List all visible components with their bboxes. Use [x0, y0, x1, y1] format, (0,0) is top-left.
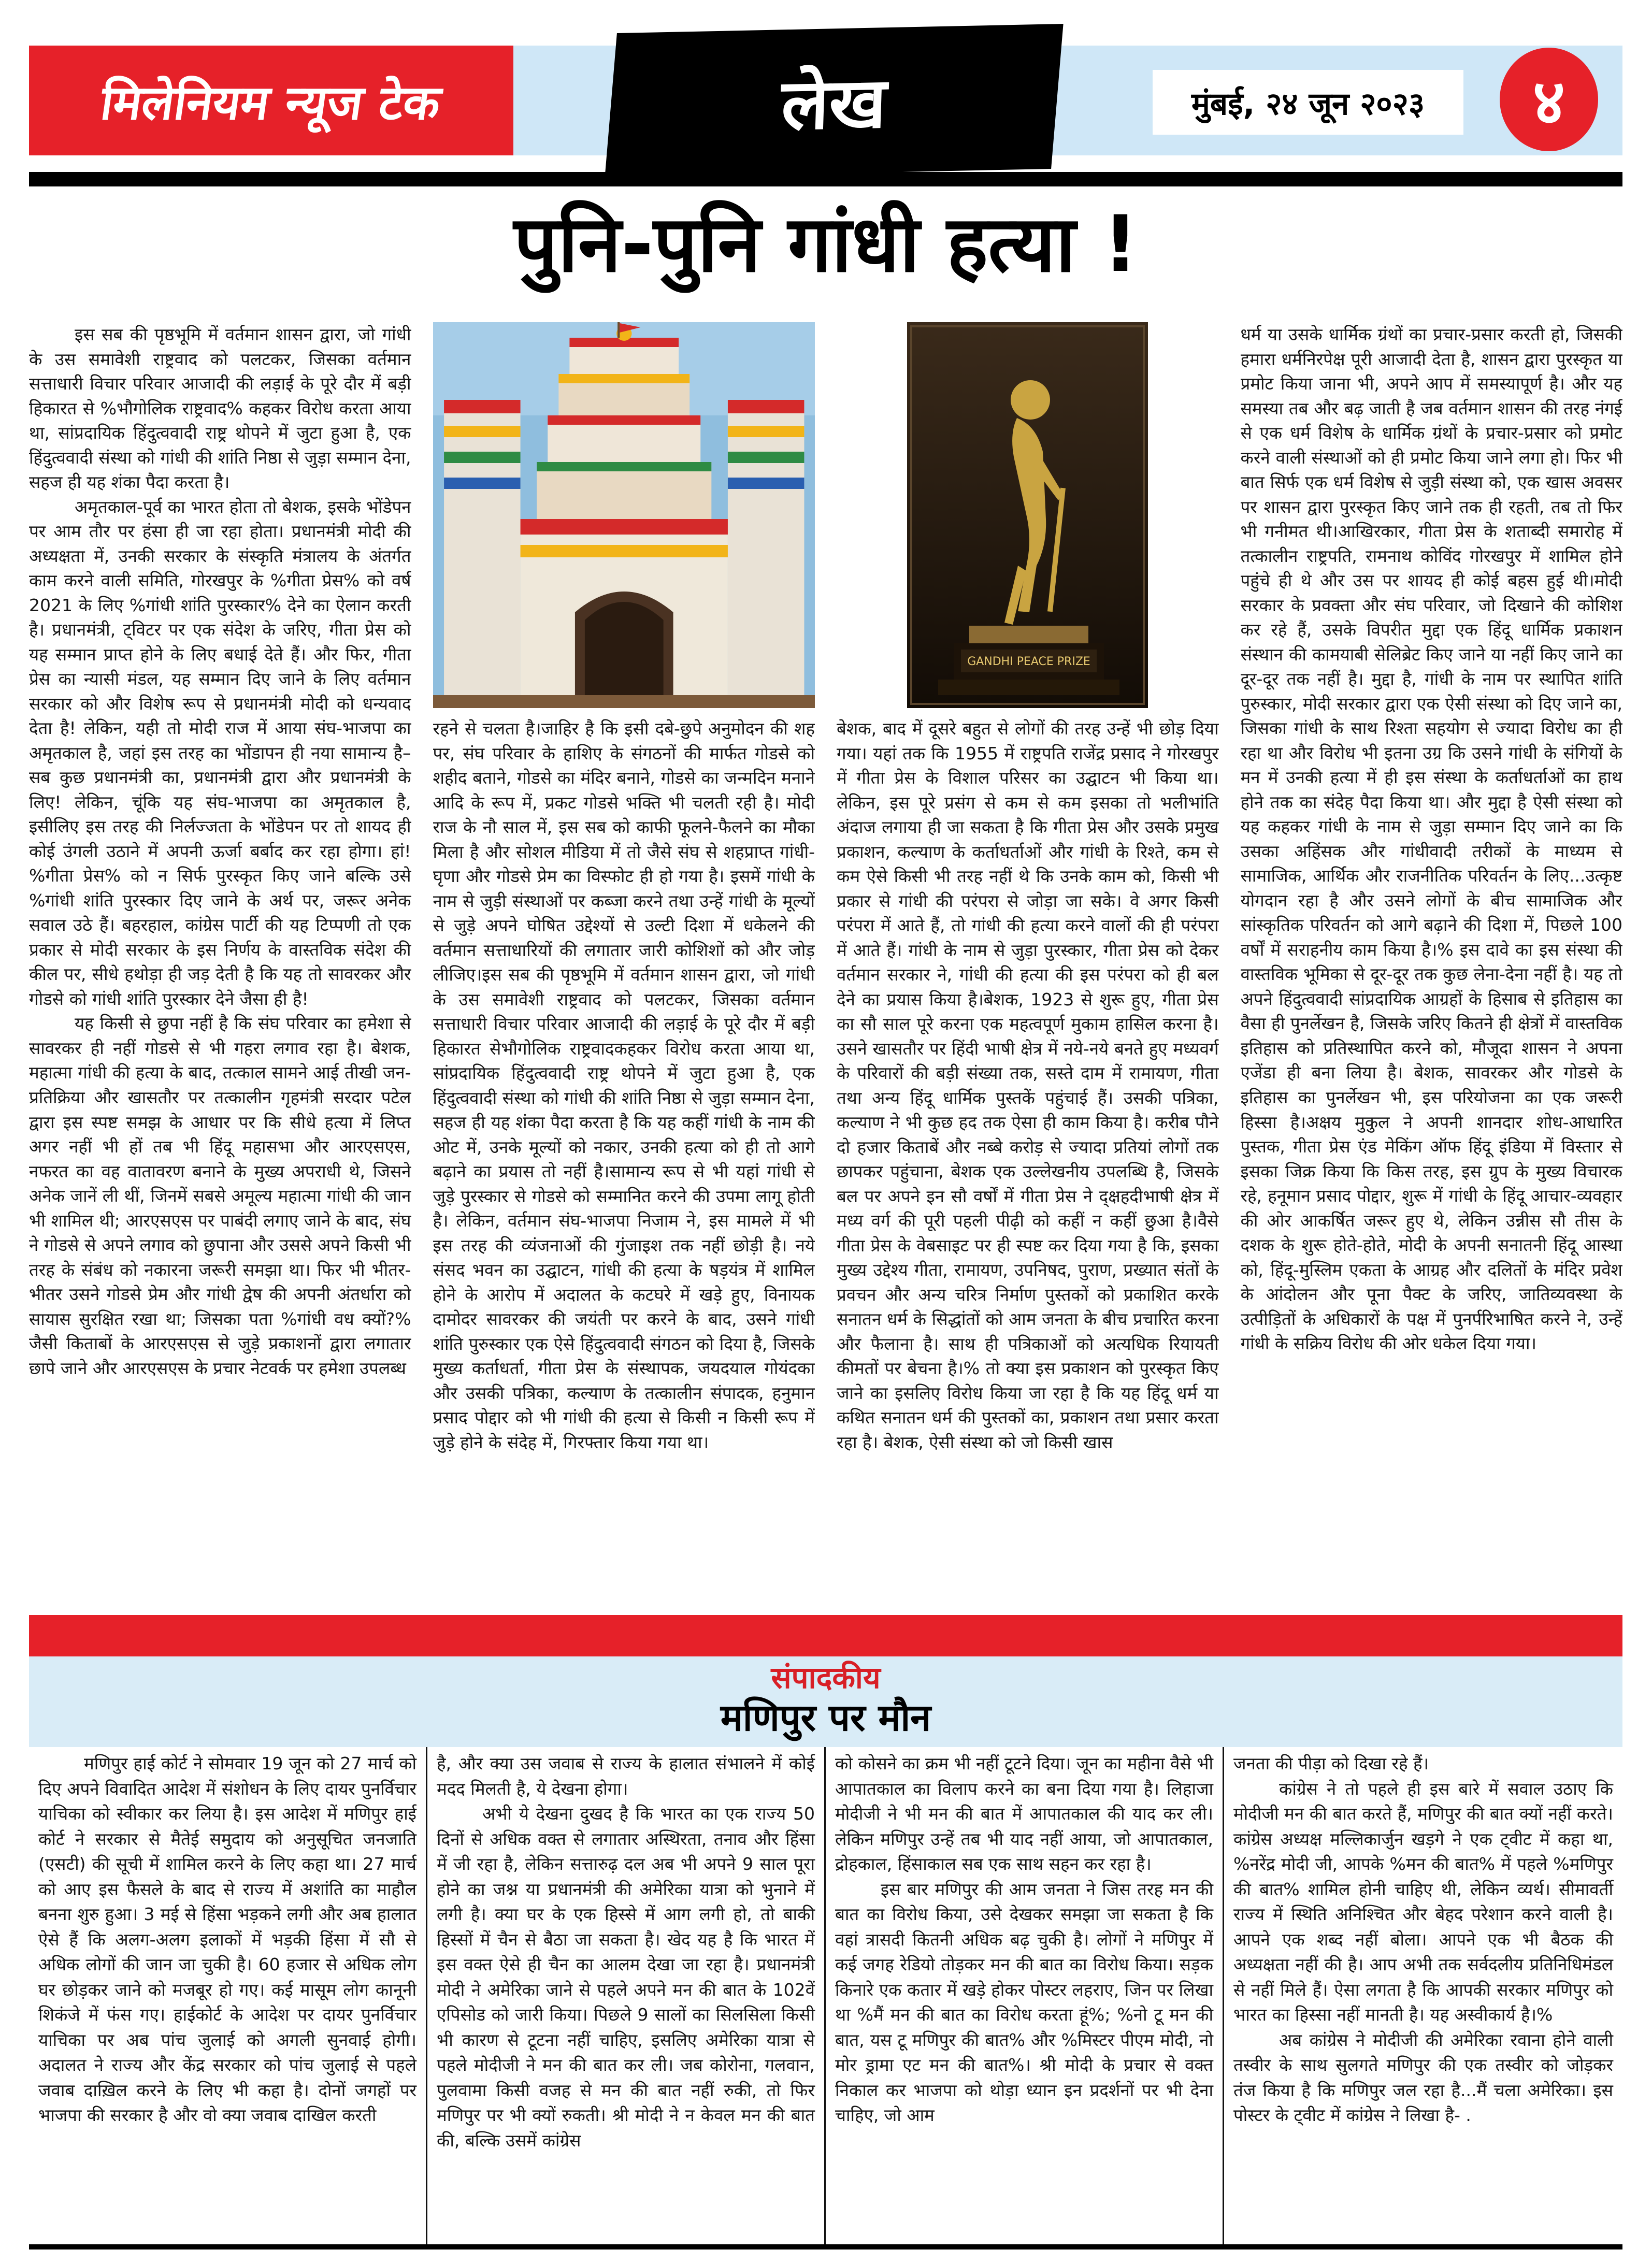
- page-number: ४: [1532, 66, 1565, 138]
- header-rule: [29, 172, 1622, 186]
- gandhi-photo-caption: GANDHI PEACE PRIZE: [967, 655, 1091, 668]
- paragraph: अभी ये देखना दुखद है कि भारत का एक राज्य 50 दिनों से अधिक वक्त से लगातार अस्थिरता, तनाव और हिंसा में जी रहा है, लेकिन सत्तारुढ़ दल अब भी अपने 9 साल पूरा होने का जश्न या प्रधानमंत्री की अमेरिका यात्रा को भुनाने में लगी है। क्या घर के एक हिस्से में आग लगी हो, तो बाकी हिस्सों में चैन से बैठा जा सकता है। खेद यह है कि भारत में इस वक्त ऐसे ही चैन का आलम देखा जा रहा है। प्रधानमंत्री मोदी ने अमेरिका जाने से पहले अपने मन की बात के 102वें एपिसोड को जारी किया। पिछले 9 सालों का सिलसिला किसी भी कारण से टूटना नहीं चाहिए, इसलिए अमेरिका यात्रा से पहले मोदीजी ने मन की बात कर ली। जब कोरोना, गलवान, पुलवामा किसी वजह से मन की बात नहीं रुकी, तो फिर मणिपुर पर भी क्यों रुकती। श्री मोदी ने न केवल मन की बात की, बल्कि उसमें कांग्रेस: [437, 1804, 815, 2151]
- paragraph: इस सब की पृष्ठभूमि में वर्तमान शासन द्वारा, जो गांधी के उस समावेशी राष्ट्रवाद को पलटकर, जिसका वर्तमान सत्ताधारी विचार परिवार आजादी की लड़ाई के पूरे दौर में बड़ी हिकारत से %भौगोलिक राष्ट्रवाद% कहकर विरोध करता आया था, सांप्रदायिक हिंदुत्ववादी राष्ट्र थोपने में जुटा हुआ है, एक हिंदुत्ववादी संस्था को गांधी की शांति निष्ठा से जुड़ा सम्मान देना, सहज ही यह शंका पैदा करता है।: [29, 324, 411, 493]
- paragraph: मणिपुर हाई कोर्ट ने सोमवार 19 जून को 27 मार्च को दिए अपने विवादित आदेश में संशोधन के लिए दायर पुनर्विचार याचिका को स्वीकार कर लिया है। इस आदेश में मणिपुर हाई कोर्ट ने सरकार से मैतेई समुदाय को अनुसूचित जनजाति (एसटी) की सूची में शामिल करने के लिए कहा था। 27 मार्च को आए इस फैसले के बाद से राज्य में अशांति का माहौल बनना शुरु हुआ। 3 मई से हिंसा भड़कने लगी और अब हालात ऐसे हैं कि अलग-अलग इलाकों में भड़की हिंसा में सौ से अधिक लोगों की जान जा चुकी है। 60 हजार से अधिक लोग घर छोड़कर जाने को मजबूर हो गए। कई मासूम लोग कानूनी शिकंजे में फंस गए। हाईकोर्ट के आदेश पर दायर पुनर्विचार याचिका पर अब पांच जुलाई को अगली सुनवाई होगी। अदालत ने राज्य और केंद्र सरकार को पांच जुलाई से पहले जवाब दाख़िल करने के लिए भी कहा है। दोनों जगहों पर भाजपा की सरकार है और वो क्या जवाब दाखिल करती: [38, 1753, 416, 2126]
- article-column-3: [837, 322, 1219, 1611]
- editorial-red-bar: [29, 1615, 1622, 1656]
- section-banner: [605, 24, 1063, 178]
- paragraph: इस बार मणिपुर की आम जनता ने जिस तरह मन की बात का विरोध किया, उसे देखकर समझा जा सकता है कि वहां त्रासदी कितनी अधिक बढ़ चुकी है। लोगों ने मणिपुर में कई जगह रेडियो तोड़कर मन की बात का विरोध किया। सड़क किनारे एक कतार में खड़े होकर पोस्टर लहराए, जिन पर लिखा था %मैं मन की बात का विरोध करता हूं%; %नो टू मन की बात, यस टू मणिपुर की बात% और %मिस्टर पीएम मोदी, नो मोर ड्रामा एट मन की बात%। श्री मोदी के प्रचार से वक्त निकाल कर भाजपा को थोड़ा ध्यान इन प्रदर्शनों पर भी देना चाहिए, जो आम: [835, 1879, 1213, 2126]
- article-body: [29, 322, 1622, 1611]
- editorial-section: [29, 1615, 1622, 2244]
- gandhi-photo-frame: [907, 322, 1148, 708]
- date-box: [1153, 70, 1463, 135]
- editorial-column-1: [29, 1747, 427, 2244]
- article-column-2: [433, 322, 815, 1611]
- paragraph: यह किसी से छुपा नहीं है कि संघ परिवार का हमेशा से सावरकर ही नहीं गोडसे से भी गहरा लगाव रहा है। बेशक, महात्मा गांधी की हत्या के बाद, तत्काल सामने आई तीखी जन-प्रतिक्रिया और खासतौर पर तत्कालीन गृहमंत्री सरदार पटेल द्वारा इस स्पष्ट समझ के आधार पर कि सीधे हत्या में लिप्त अगर नहीं भी हों तब भी हिंदू महासभा और आरएसएस, नफरत का वह वातावरण बनाने के मुख्य अपराधी थे, जिसने अनेक जानें ली थीं, जिनमें सबसे अमूल्य महात्मा गांधी की जान भी शामिल थी; आरएसएस पर पाबंदी लगाए जाने के बाद, संघ ने गोडसे से अपने लगाव को छुपाना और उससे अपने किसी भी तरह के संबंध को नकारना जरूरी समझा था। फिर भी भीतर-भीतर उसने गोडसे प्रेम और गांधी द्वेष की अपनी अंतर्धारा को सायास सुरक्षित रखा था; जिसका पता %गांधी वध क्यों?% जैसी किताबों के आरएसएस से जुड़े प्रकाशनों द्वारा लगातार छापे जाने और आरएसएस के प्रचार नेटवर्क पर हमेशा उपलब्ध: [29, 1013, 411, 1378]
- paragraph: बेशक, बाद में दूसरे बहुत से लोगों की तरह उन्हें भी छोड़ दिया गया। यहां तक कि 1955 में राष्ट्रपति राजेंद्र प्रसाद ने गोरखपुर में गीता प्रेस के विशाल परिसर का उद्घाटन भी किया था। लेकिन, इस पूरे प्रसंग से कम से कम इसका तो भलीभांति अंदाज लगाया ही जा सकता है कि गीता प्रेस और उसके प्रमुख प्रकाशन, कल्याण के कर्ताधर्ताओं और गांधी के रिश्ते, कम से कम ऐसे किसी भी तरह नहीं थे कि उनके काम को, किसी भी प्रकार से गांधी की परंपरा से जोड़ा जा सके। वे अगर किसी परंपरा में आते हैं, तो गांधी की हत्या करने वालों की ही परंपरा में आते हैं। गांधी के नाम से जुड़ा पुरस्कार, गीता प्रेस को देकर वर्तमान सरकार ने, गांधी की हत्या की इस परंपरा को ही बल देने का प्रयास किया है।बेशक, 1923 से शुरू हुए, गीता प्रेस का सौ साल पूरे करना एक महत्वपूर्ण मुकाम हासिल करना है। उसने खासतौर पर हिंदी भाषी क्षेत्र में नये-नये बनते हुए मध्यवर्ग के परिवारों की बड़ी संख्या तक, सस्ते दाम में रामायण, गीता तथा अन्य हिंदू धार्मिक पुस्तकें पहुंचाई हैं। उसकी पत्रिका, कल्याण ने भी कुछ हद तक ऐसा ही काम किया है। करीब पौने दो हजार किताबें और नब्बे करोड़ से ज्यादा प्रतियां लोगों तक छापकर पहुंचाना, बेशक एक उल्लेखनीय उपलब्धि है, जिसके बल पर अपने इन सौ वर्षों में गीता प्रेस ने द्क्षहदीभाषी क्षेत्र में मध्य वर्ग की पूरी पहली पीढ़ी को कहीं न कहीं छुआ है।वैसे गीता प्रेस के वेबसाइट पर ही स्पष्ट कर दिया गया है कि, इसका मुख्य उद्देश्य गीता, रामायण, उपनिषद, पुराण, प्रख्यात संतों के प्रवचन और अन्य चरित्र निर्माण पुस्तकों को प्रकाशित करके सनातन धर्म के सिद्धांतों को आम जनता के बीच प्रचारित करना और फैलाना है। साथ ही पत्रिकाओं को अत्यधिक रियायती कीमतों पर बेचना है।% तो क्या इस प्रकाशन को पुरस्कृत किए जाने का इसलिए विरोध किया जा रहा है कि यह हिंदू धर्म या कथित सनातन धर्म की पुस्तकों का, प्रकाशन तथा प्रसार करता रहा है। बेशक, ऐसी संस्था को जो किसी खास: [837, 718, 1219, 1452]
- paragraph: है, और क्या उस जवाब से राज्य के हालात संभालने में कोई मदद मिलती है, ये देखना होगा।: [437, 1753, 815, 1799]
- article-headline: पुनि-पुनि गांधी हत्या !: [513, 199, 1139, 290]
- article-column-4: [1241, 322, 1623, 1611]
- paragraph: धर्म या उसके धार्मिक ग्रंथों का प्रचार-प्रसार करती हो, जिसकी हमारा धर्मनिरपेक्ष पूरी आजादी देता है, शासन द्वारा पुरस्कृत या प्रमोट किया जाना भी, अपने आप में समस्यापूर्ण है। और यह समस्या तब और बढ़ जाती है जब वर्तमान शासन की तरह नंगई से एक धर्म विशेष के धार्मिक ग्रंथों के प्रचार-प्रसार को प्रमोट करने वाली संस्थाओं को ही प्रमोट किया जाने लगा हो। फिर भी बात सिर्फ एक धर्म विशेष से जुड़ी संस्था को, एक खास अवसर पर शासन द्वारा पुरस्कृत किए जाने तक ही रहती, तब तो फिर भी गनीमत थी।आखिरकार, गीता प्रेस के शताब्दी समारोह में तत्कालीन राष्ट्रपति, रामनाथ कोविंद गोरखपुर में शामिल होने पहुंचे ही थे और उस पर शायद ही कोई बहस हुई थी।मोदी सरकार के प्रवक्ता और संघ परिवार, जो दिखाने की कोशिश कर रहे हैं, उसके विपरीत मुद्दा एक हिंदू धार्मिक प्रकाशन संस्थान की कामयाबी सेलिब्रेट किए जाने या नहीं किए जाने का दूर-दूर तक नहीं है। मुद्दा है, गांधी के नाम पर स्थापित शांति पुरुस्कार, मोदी सरकार द्वारा एक ऐसी संस्था को दिए जाने का, जिसका गांधी के साथ रिश्ता सहयोग से ज्यादा विरोध का ही रहा था और विरोध भी इतना उग्र कि उसने गांधी के संगियों के मन में उनकी हत्या में ही इस संस्था के कर्ताधर्ताओं का हाथ होने तक का संदेह पैदा किया था। और मुद्दा है ऐसी संस्था को यह कहकर गांधी के नाम से जुड़ा सम्मान दिए जाने का कि उसका अहिंसक और गांधीवादी तरीकों के माध्यम से सामाजिक, आर्थिक और राजनीतिक परिवर्तन के लिए...उत्कृष्ट योगदान रहा है और उसने लोगों के बीच सामाजिक और सांस्कृतिक परिवर्तन को आगे बढ़ाने की दिशा में, पिछले 100 वर्षों में सराहनीय काम किया है।% इस दावे का इस संस्था की वास्तविक भूमिका से दूर-दूर तक कुछ लेना-देना नहीं है। यह तो अपने हिंदुत्ववादी सांप्रदायिक आग्रहों के हिसाब से इतिहास का वैसा ही पुनर्लेखन है, जिसके जरिए कितने ही क्षेत्रों में वास्तविक इतिहास को प्रतिस्थापित करने को, मौजूदा शासन ने अपना एजेंडा ही बना लिया है। बेशक, सावरकर और गोडसे के इतिहास का पुनर्लेखन भी, इस परियोजना का एक जरूरी हिस्सा है।अक्षय मुकुल ने अपनी शानदार शोध-आधारित पुस्तक, गीता प्रेस एंड मेकिंग ऑफ हिंदू इंडिया में विस्तार से इसका जिक्र किया कि किस तरह, इस ग्रुप के मुख्य विचारक रहे, हनूमान प्रसाद पोद्दार, शुरू में गांधी के हिंदू आचार-व्यवहार की ओर आकर्षित जरूर हुए थे, लेकिन उन्नीस सौ तीस के दशक के शुरू होते-होते, मोदी के अपनी सनातनी हिंदू आस्था को, हिंदू-मुस्लिम एकता के आग्रह और दलितों के मंदिर प्रवेश के आंदोलन और पूना पैक्ट के जरिए, जातिव्यवस्था के उत्पीड़ितों के अधिकारों के पक्ष में पुनर्परिभाषित करने ने, उन्हें गांधी के सक्रिय विरोध की ओर धकेल दिया गया।: [1240, 324, 1622, 1354]
- editorial-label: संपादकीय: [771, 1660, 881, 1695]
- page-number-badge: [1500, 48, 1598, 151]
- editorial-column-4: [1224, 1747, 1622, 2244]
- paragraph: जनता की पीड़ा को दिखा रहे हैं।: [1233, 1753, 1429, 1774]
- paragraph: रहने से चलता है।जाहिर है कि इसी दबे-छुपे अनुमोदन की शह पर, संघ परिवार के हाशिए के संगठनों की मार्फत गोडसे को शहीद बताने, गोडसे का मंदिर बनाने, गोडसे का जन्मदिन मनाने आदि के रूप में, प्रकट गोडसे भक्ति भी चलती रही है। मोदी राज के नौ साल में, इस सब को काफी फूलने-फैलने का मौका मिला है और सोशल मीडिया में तो जैसे संघ से शहप्राप्त गांधी-घृणा और गोडसे प्रेम का विस्फोट ही हो गया है। इसमें गांधी के नाम से जुड़ी संस्थाओं पर कब्जा करने तथा उन्हें गांधी के मूल्यों से जुड़े अपने घोषित उद्देश्यों से उल्टी दिशा में धकेलने की वर्तमान सत्ताधारियों की लगातार जारी कोशिशों को और जोड़ लीजिए।इस सब की पृष्ठभूमि में वर्तमान शासन द्वारा, जो गांधी के उस समावेशी राष्ट्रवाद को पलटकर, जिसका वर्तमान सत्ताधारी विचार परिवार आजादी की लड़ाई के पूरे दौर में बड़ी हिकारत सेभौगोलिक राष्ट्रवादकहकर विरोध करता आया था, सांप्रदायिक हिंदुत्ववादी राष्ट्र थोपने में जुटा हुआ है, एक हिंदुत्ववादी संस्था को गांधी की शांति निष्ठा से जुड़ा सम्मान देना, सहज ही यह शंका पैदा करता है कि यह कहीं गांधी के नाम की ओट में, उनके मूल्यों को नकार, उनकी हत्या को ही तो आगे बढ़ाने का प्रयास तो नहीं है।सामान्य रूप से भी यहां गांधी से जुड़े पुरस्कार से गोडसे को सम्मानित करने की उपमा लागू होती है। लेकिन, वर्तमान संघ-भाजपा निजाम ने, इस मामले में भी इस तरह की व्यंजनाओं की गुंजाइश तक नहीं छोड़ी है। नये संसद भवन का उद्घाटन, गांधी की हत्या के षड़यंत्र में शामिल होने के आरोप में अदालत के कटघरे में खड़े हुए, विनायक दामोदर सावरकर की जयंती पर करने के बाद, उसने गांधी शांति पुरुस्कार एक ऐसे हिंदुत्ववादी संगठन को दिया है, जिसके मुख्य कर्ताधर्ता, गीता प्रेस के संस्थापक, जयदयाल गोयंदका और उसकी पत्रिका, कल्याण के तत्कालीन संपादक, हनुमान प्रसाद पोद्दार को भी गांधी की हत्या से किसी न किसी रूप में जुड़े होने के संदेह में, गिरफ्तार किया गया था।: [433, 718, 815, 1452]
- editorial-column-2: [427, 1747, 826, 2244]
- edition-date: मुंबई, २४ जून २०२३: [1191, 85, 1425, 122]
- section-banner-label: लेख: [780, 62, 888, 146]
- editorial-headline: मणिपुर पर मौन: [720, 1695, 931, 1739]
- masthead: [29, 46, 513, 155]
- article-column-1: [29, 322, 411, 1611]
- paragraph: कांग्रेस ने तो पहले ही इस बारे में सवाल उठाए कि मोदीजी मन की बात करते हैं, मणिपुर की बात क्यों नहीं करते। कांग्रेस अध्यक्ष मल्लिकार्जुन खड़गे ने एक ट्वीट में कहा था, %नरेंद्र मोदी जी, आपके %मन की बात% में पहले %मणिपुर की बात% शामिल होनी चाहिए थी, लेकिन व्यर्थ। सीमावर्ती राज्य में स्थिति अनिश्चित और बेहद परेशान करने वाली है। आपने एक शब्द नहीं बोला। आपने एक भी बैठक की अध्यक्षता नहीं की है। आप अभी तक सर्वदलीय प्रतिनिधिमंडल से नहीं मिले हैं। ऐसा लगता है कि आपकी सरकार मणिपुर को भारत का हिस्सा नहीं मानती है। यह अस्वीकार्य है।%: [1233, 1778, 1613, 2025]
- paragraph: को कोसने का क्रम भी नहीं टूटने दिया। जून का महीना वैसे भी आपातकाल का विलाप करने का बना दिया गया है। लिहाजा मोदीजी ने भी मन की बात में आपातकाल की याद कर ली। लेकिन मणिपुर उन्हें तब भी याद नहीं आया, जो आपातकाल, द्रोहकाल, हिंसाकाल सब एक साथ सहन कर रहा है।: [835, 1753, 1213, 1874]
- gandhi-peace-prize-photo: [907, 322, 1148, 708]
- temple-photo: [433, 322, 815, 708]
- editorial-column-3: [826, 1747, 1224, 2244]
- paragraph: अब कांग्रेस ने मोदीजी की अमेरिका रवाना होने वाली तस्वीर के साथ सुलगते मणिपुर की एक तस्वीर को जोड़कर तंज किया है कि मणिपुर जल रहा है...मैं चला अमेरिका। इस पोस्टर के ट्वीट में कांग्रेस ने लिखा है- .: [1233, 2029, 1613, 2126]
- paragraph: अमृतकाल-पूर्व का भारत होता तो बेशक, इसके भोंडेपन पर आम तौर पर हंसा ही जा रहा होता। प्रधानमंत्री मोदी की अध्यक्षता में, उनकी सरकार के संस्कृति मंत्रालय के अंतर्गत काम करने वाली समिति, गोरखपुर के %गीता प्रेस% को वर्ष 2021 के लिए %गांधी शांति पुरस्कार% देने का ऐलान करती है। प्रधानमंत्री, ट्विटर पर एक संदेश के जरिए, गीता प्रेस को यह सम्मान प्राप्त होने के लिए बधाई देते हैं। और फिर, गीता प्रेस का न्यासी मंडल, यह सम्मान दिए जाने के लिए वर्तमान सरकार को और विशेष रूप से प्रधानमंत्री मोदी को धन्यवाद देता है! लेकिन, यही तो मोदी राज में आया संघ-भाजपा का अमृतकाल है, जहां इस तरह का भोंडापन ही नया सामान्य है–सब कुछ प्रधानमंत्री का, प्रधानमंत्री द्वारा और प्रधानमंत्री के लिए! लेकिन, चूंकि यह संघ-भाजपा का अमृतकाल है, इसीलिए इस तरह की निर्लज्जता के भोंडेपन पर तो शायद ही कोई उंगली उठाने में अपनी ऊर्जा बर्बाद कर रहा होगा। हां! %गीता प्रेस% को न सिर्फ पुरस्कृत किए जाने बल्कि उसे %गांधी शांति पुरस्कार दिए जाने के अर्थ पर, जरूर अनेक सवाल उठे हैं। बहरहाल, कांग्रेस पार्टी की यह टिप्पणी तो एक प्रकार से मोदी सरकार के इस निर्णय के वास्तविक संदेश की कील पर, सीधे हथोड़ा ही जड़ देती है कि यह तो सावरकर और गोडसे को गांधी शांति पुरस्कार देने जैसा ही है!: [29, 496, 411, 1009]
- masthead-title: मिलेनियम न्यूज टेक: [97, 75, 444, 131]
- editorial-body: [29, 1747, 1622, 2249]
